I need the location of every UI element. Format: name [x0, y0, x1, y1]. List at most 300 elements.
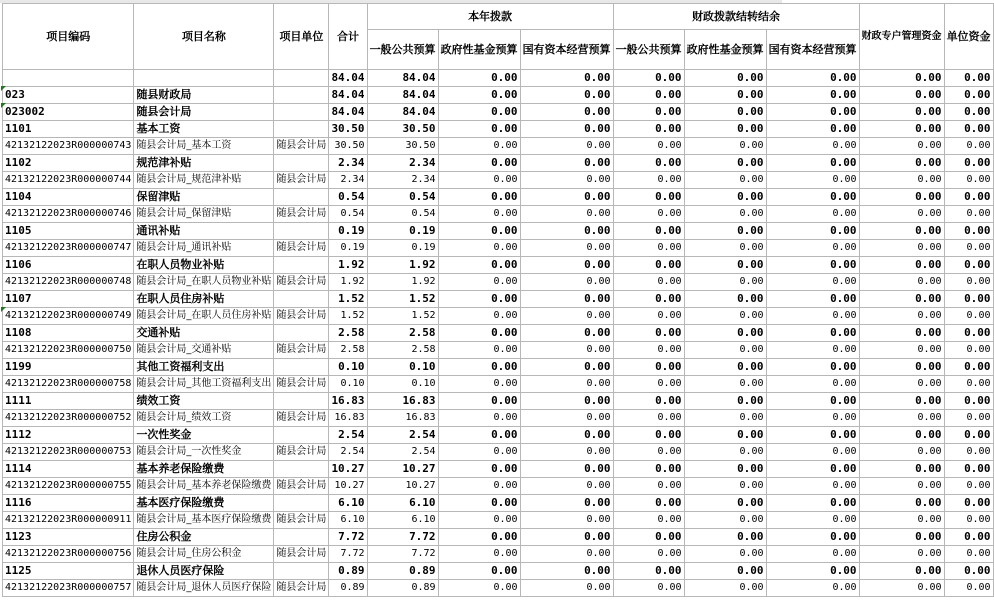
cell-unit[interactable]: 随县会计局 — [274, 138, 329, 155]
cell-value[interactable]: 0.00 — [438, 206, 520, 223]
header-total[interactable]: 合计 — [329, 4, 367, 70]
cell-value[interactable]: 0.00 — [520, 240, 613, 257]
cell-value[interactable]: 30.50 — [329, 121, 367, 138]
cell-value[interactable]: 0.00 — [859, 121, 944, 138]
cell-value[interactable]: 2.58 — [329, 342, 367, 359]
cell-value[interactable]: 2.34 — [329, 155, 367, 172]
cell-value[interactable]: 0.00 — [859, 138, 944, 155]
cell-value[interactable]: 0.00 — [766, 291, 859, 308]
cell-value[interactable]: 0.00 — [684, 359, 766, 376]
cell-value[interactable]: 0.00 — [438, 580, 520, 597]
cell-value[interactable]: 0.00 — [613, 529, 684, 546]
cell-value[interactable]: 0.00 — [613, 546, 684, 563]
cell-value[interactable]: 0.00 — [859, 393, 944, 410]
cell-code[interactable]: 1106 — [3, 257, 134, 274]
cell-value[interactable]: 0.00 — [944, 70, 993, 87]
cell-value[interactable]: 0.54 — [367, 206, 438, 223]
cell-value[interactable]: 0.00 — [684, 155, 766, 172]
cell-value[interactable]: 0.89 — [367, 580, 438, 597]
cell-value[interactable]: 0.00 — [438, 495, 520, 512]
cell-value[interactable]: 0.00 — [859, 512, 944, 529]
cell-value[interactable]: 0.00 — [684, 529, 766, 546]
cell-value[interactable]: 0.00 — [766, 495, 859, 512]
cell-name[interactable]: 随县会计局_绩效工资 — [134, 410, 274, 427]
cell-value[interactable]: 0.00 — [766, 342, 859, 359]
cell-code[interactable]: 42132122023R000000748 — [3, 274, 134, 291]
cell-value[interactable]: 0.00 — [520, 308, 613, 325]
header-state[interactable]: 国有资本经营预算 — [520, 30, 613, 70]
cell-value[interactable]: 0.54 — [367, 189, 438, 206]
cell-value[interactable]: 0.00 — [944, 512, 993, 529]
cell-value[interactable]: 0.89 — [329, 580, 367, 597]
cell-unit[interactable]: 随县会计局 — [274, 240, 329, 257]
cell-value[interactable]: 0.00 — [944, 546, 993, 563]
cell-value[interactable]: 0.00 — [766, 240, 859, 257]
cell-value[interactable]: 0.00 — [766, 308, 859, 325]
cell-value[interactable]: 0.00 — [613, 70, 684, 87]
cell-value[interactable]: 0.00 — [684, 87, 766, 104]
cell-value[interactable]: 0.89 — [367, 563, 438, 580]
cell-unit[interactable] — [274, 563, 329, 580]
cell-value[interactable]: 0.00 — [944, 393, 993, 410]
cell-value[interactable]: 0.00 — [520, 410, 613, 427]
cell-name[interactable]: 退休人员医疗保险 — [134, 563, 274, 580]
cell-value[interactable]: 0.00 — [684, 546, 766, 563]
cell-value[interactable]: 0.00 — [520, 274, 613, 291]
cell-code[interactable]: 42132122023R000000911 — [3, 512, 134, 529]
cell-value[interactable]: 0.00 — [766, 478, 859, 495]
header-fund[interactable]: 政府性基金预算 — [438, 30, 520, 70]
cell-code[interactable]: 1111 — [3, 393, 134, 410]
cell-value[interactable]: 84.04 — [329, 87, 367, 104]
cell-value[interactable]: 0.00 — [613, 240, 684, 257]
cell-value[interactable]: 0.00 — [520, 563, 613, 580]
cell-value[interactable]: 0.00 — [520, 512, 613, 529]
cell-name[interactable]: 随县会计局_一次性奖金 — [134, 444, 274, 461]
cell-value[interactable]: 0.00 — [944, 495, 993, 512]
cell-value[interactable]: 0.00 — [684, 308, 766, 325]
cell-value[interactable]: 0.00 — [613, 393, 684, 410]
cell-value[interactable]: 0.00 — [859, 223, 944, 240]
cell-value[interactable]: 0.19 — [329, 240, 367, 257]
cell-value[interactable]: 84.04 — [367, 87, 438, 104]
cell-value[interactable]: 0.00 — [766, 138, 859, 155]
cell-value[interactable]: 0.00 — [438, 104, 520, 121]
cell-value[interactable]: 0.00 — [944, 206, 993, 223]
cell-value[interactable]: 0.00 — [613, 104, 684, 121]
cell-value[interactable]: 0.00 — [684, 104, 766, 121]
cell-value[interactable]: 0.00 — [859, 461, 944, 478]
cell-unit[interactable] — [274, 461, 329, 478]
cell-value[interactable]: 0.00 — [766, 546, 859, 563]
cell-value[interactable]: 0.00 — [944, 308, 993, 325]
cell-value[interactable]: 0.00 — [766, 325, 859, 342]
cell-unit[interactable] — [274, 257, 329, 274]
cell-value[interactable]: 0.00 — [766, 427, 859, 444]
cell-code[interactable]: 42132122023R000000755 — [3, 478, 134, 495]
cell-unit[interactable]: 随县会计局 — [274, 342, 329, 359]
cell-code[interactable]: 42132122023R000000749 — [3, 308, 134, 325]
header-carry-fund[interactable]: 政府性基金预算 — [684, 30, 766, 70]
cell-value[interactable]: 2.58 — [367, 342, 438, 359]
cell-value[interactable]: 0.00 — [684, 427, 766, 444]
header-special[interactable]: 财政专户管理资金 — [859, 4, 944, 70]
cell-value[interactable]: 16.83 — [367, 393, 438, 410]
cell-value[interactable]: 0.00 — [520, 172, 613, 189]
cell-code[interactable]: 42132122023R000000757 — [3, 580, 134, 597]
cell-code[interactable]: 42132122023R000000756 — [3, 546, 134, 563]
cell-value[interactable]: 84.04 — [329, 104, 367, 121]
cell-value[interactable]: 0.00 — [613, 189, 684, 206]
cell-value[interactable]: 0.00 — [438, 342, 520, 359]
cell-value[interactable]: 0.00 — [944, 461, 993, 478]
cell-unit[interactable] — [274, 104, 329, 121]
cell-value[interactable]: 0.00 — [766, 410, 859, 427]
cell-value[interactable]: 0.00 — [613, 342, 684, 359]
cell-value[interactable]: 0.00 — [766, 70, 859, 87]
cell-value[interactable]: 0.00 — [438, 325, 520, 342]
cell-value[interactable]: 0.00 — [520, 257, 613, 274]
cell-name[interactable]: 其他工资福利支出 — [134, 359, 274, 376]
cell-value[interactable]: 1.52 — [329, 308, 367, 325]
cell-value[interactable]: 0.00 — [613, 291, 684, 308]
cell-value[interactable]: 0.00 — [944, 427, 993, 444]
cell-value[interactable]: 0.00 — [859, 240, 944, 257]
cell-value[interactable]: 0.00 — [766, 189, 859, 206]
cell-value[interactable]: 0.00 — [684, 121, 766, 138]
cell-value[interactable]: 0.00 — [944, 138, 993, 155]
cell-value[interactable]: 0.00 — [613, 121, 684, 138]
cell-value[interactable]: 0.00 — [944, 359, 993, 376]
cell-value[interactable]: 0.00 — [766, 359, 859, 376]
cell-value[interactable]: 0.00 — [520, 444, 613, 461]
cell-value[interactable]: 0.00 — [520, 529, 613, 546]
cell-value[interactable]: 0.89 — [329, 563, 367, 580]
cell-value[interactable]: 0.00 — [684, 342, 766, 359]
cell-value[interactable]: 0.00 — [859, 495, 944, 512]
cell-value[interactable]: 0.00 — [766, 461, 859, 478]
cell-name[interactable]: 随县会计局_在职人员物业补贴 — [134, 274, 274, 291]
cell-value[interactable]: 0.00 — [766, 223, 859, 240]
cell-name[interactable]: 随县会计局_保留津贴 — [134, 206, 274, 223]
cell-value[interactable]: 2.34 — [329, 172, 367, 189]
cell-value[interactable]: 84.04 — [329, 70, 367, 87]
cell-value[interactable]: 1.92 — [329, 274, 367, 291]
cell-name[interactable]: 规范津补贴 — [134, 155, 274, 172]
cell-unit[interactable] — [274, 359, 329, 376]
cell-value[interactable]: 0.00 — [613, 308, 684, 325]
cell-value[interactable]: 0.00 — [944, 410, 993, 427]
cell-value[interactable]: 1.52 — [367, 291, 438, 308]
cell-value[interactable]: 7.72 — [329, 546, 367, 563]
cell-value[interactable]: 0.00 — [859, 172, 944, 189]
cell-value[interactable]: 0.54 — [329, 206, 367, 223]
cell-value[interactable]: 0.00 — [684, 206, 766, 223]
cell-value[interactable]: 2.54 — [329, 427, 367, 444]
cell-code[interactable]: 1107 — [3, 291, 134, 308]
cell-value[interactable]: 0.00 — [520, 580, 613, 597]
cell-value[interactable]: 0.00 — [438, 461, 520, 478]
cell-value[interactable]: 30.50 — [367, 138, 438, 155]
cell-value[interactable]: 0.00 — [520, 189, 613, 206]
cell-value[interactable]: 0.00 — [766, 104, 859, 121]
cell-code[interactable]: 023 — [3, 87, 134, 104]
cell-value[interactable]: 0.00 — [859, 359, 944, 376]
cell-value[interactable]: 0.00 — [684, 563, 766, 580]
cell-value[interactable]: 0.00 — [520, 546, 613, 563]
cell-value[interactable]: 0.00 — [613, 444, 684, 461]
cell-value[interactable]: 0.00 — [438, 223, 520, 240]
cell-code[interactable]: 1112 — [3, 427, 134, 444]
cell-value[interactable]: 7.72 — [329, 529, 367, 546]
cell-value[interactable]: 0.00 — [438, 138, 520, 155]
cell-value[interactable]: 7.72 — [367, 546, 438, 563]
cell-value[interactable]: 16.83 — [329, 410, 367, 427]
cell-value[interactable]: 1.52 — [329, 291, 367, 308]
cell-unit[interactable]: 随县会计局 — [274, 512, 329, 529]
cell-code[interactable]: 42132122023R000000743 — [3, 138, 134, 155]
cell-value[interactable]: 0.00 — [944, 478, 993, 495]
cell-value[interactable]: 0.00 — [613, 138, 684, 155]
cell-value[interactable]: 0.00 — [520, 138, 613, 155]
cell-value[interactable]: 0.00 — [859, 410, 944, 427]
cell-unit[interactable] — [274, 291, 329, 308]
header-unit-funds[interactable]: 单位资金 — [944, 4, 993, 70]
cell-value[interactable]: 0.00 — [520, 427, 613, 444]
cell-value[interactable]: 0.00 — [684, 325, 766, 342]
cell-value[interactable]: 0.00 — [684, 240, 766, 257]
cell-value[interactable]: 0.00 — [944, 342, 993, 359]
cell-name[interactable]: 保留津贴 — [134, 189, 274, 206]
cell-name[interactable]: 基本养老保险缴费 — [134, 461, 274, 478]
cell-code[interactable]: 1114 — [3, 461, 134, 478]
cell-value[interactable]: 0.00 — [520, 206, 613, 223]
cell-value[interactable]: 0.19 — [367, 240, 438, 257]
cell-value[interactable]: 0.00 — [520, 291, 613, 308]
cell-value[interactable]: 0.00 — [520, 104, 613, 121]
cell-value[interactable]: 0.00 — [613, 580, 684, 597]
cell-value[interactable]: 0.00 — [859, 376, 944, 393]
cell-unit[interactable] — [274, 87, 329, 104]
cell-value[interactable]: 0.00 — [944, 529, 993, 546]
cell-value[interactable]: 1.92 — [367, 257, 438, 274]
cell-value[interactable]: 0.00 — [766, 512, 859, 529]
cell-value[interactable]: 0.00 — [684, 138, 766, 155]
cell-value[interactable]: 0.00 — [859, 478, 944, 495]
cell-value[interactable]: 0.00 — [944, 274, 993, 291]
cell-unit[interactable]: 随县会计局 — [274, 444, 329, 461]
cell-value[interactable]: 0.00 — [438, 359, 520, 376]
cell-value[interactable]: 0.00 — [944, 580, 993, 597]
cell-name[interactable]: 随县会计局_基本医疗保险缴费 — [134, 512, 274, 529]
cell-value[interactable]: 2.54 — [367, 444, 438, 461]
cell-unit[interactable]: 随县会计局 — [274, 410, 329, 427]
cell-value[interactable]: 0.00 — [859, 342, 944, 359]
cell-value[interactable]: 2.58 — [367, 325, 438, 342]
cell-value[interactable]: 0.00 — [766, 393, 859, 410]
cell-value[interactable]: 0.00 — [859, 325, 944, 342]
cell-value[interactable]: 0.00 — [944, 121, 993, 138]
cell-value[interactable]: 0.00 — [944, 325, 993, 342]
cell-unit[interactable]: 随县会计局 — [274, 376, 329, 393]
cell-value[interactable]: 0.00 — [859, 189, 944, 206]
cell-value[interactable]: 0.00 — [520, 87, 613, 104]
cell-value[interactable]: 0.00 — [944, 155, 993, 172]
cell-value[interactable]: 0.00 — [438, 189, 520, 206]
cell-value[interactable]: 0.00 — [684, 478, 766, 495]
cell-unit[interactable] — [274, 325, 329, 342]
cell-name[interactable]: 随县会计局 — [134, 104, 274, 121]
cell-value[interactable]: 0.00 — [520, 376, 613, 393]
cell-value[interactable]: 0.00 — [944, 444, 993, 461]
cell-value[interactable]: 0.00 — [613, 427, 684, 444]
cell-value[interactable]: 0.00 — [613, 172, 684, 189]
cell-code[interactable]: 1104 — [3, 189, 134, 206]
cell-unit[interactable]: 随县会计局 — [274, 308, 329, 325]
cell-code[interactable]: 1116 — [3, 495, 134, 512]
cell-value[interactable]: 0.00 — [684, 223, 766, 240]
cell-value[interactable]: 0.00 — [859, 257, 944, 274]
cell-value[interactable]: 2.54 — [329, 444, 367, 461]
cell-unit[interactable] — [274, 529, 329, 546]
cell-value[interactable]: 0.00 — [613, 223, 684, 240]
cell-code[interactable]: 023002 — [3, 104, 134, 121]
cell-code[interactable]: 1101 — [3, 121, 134, 138]
cell-value[interactable]: 0.00 — [613, 274, 684, 291]
cell-value[interactable]: 7.72 — [367, 529, 438, 546]
cell-value[interactable]: 0.00 — [859, 308, 944, 325]
cell-name[interactable]: 基本医疗保险缴费 — [134, 495, 274, 512]
cell-name[interactable] — [134, 70, 274, 87]
cell-name[interactable]: 在职人员住房补贴 — [134, 291, 274, 308]
cell-code[interactable]: 42132122023R000000750 — [3, 342, 134, 359]
cell-code[interactable]: 42132122023R000000744 — [3, 172, 134, 189]
cell-value[interactable]: 0.00 — [438, 393, 520, 410]
cell-value[interactable]: 0.00 — [520, 70, 613, 87]
cell-value[interactable]: 0.00 — [438, 410, 520, 427]
cell-value[interactable]: 0.00 — [684, 172, 766, 189]
cell-name[interactable]: 随县财政局 — [134, 87, 274, 104]
cell-value[interactable]: 0.00 — [438, 121, 520, 138]
cell-name[interactable]: 通讯补贴 — [134, 223, 274, 240]
cell-value[interactable]: 16.83 — [329, 393, 367, 410]
cell-name[interactable]: 绩效工资 — [134, 393, 274, 410]
cell-value[interactable]: 0.00 — [684, 580, 766, 597]
cell-value[interactable]: 0.00 — [944, 291, 993, 308]
cell-name[interactable]: 随县会计局_其他工资福利支出 — [134, 376, 274, 393]
cell-value[interactable]: 0.00 — [520, 495, 613, 512]
cell-value[interactable]: 0.00 — [766, 206, 859, 223]
cell-value[interactable]: 0.00 — [859, 580, 944, 597]
cell-value[interactable]: 0.00 — [684, 274, 766, 291]
cell-value[interactable]: 0.00 — [438, 291, 520, 308]
cell-value[interactable]: 0.00 — [613, 359, 684, 376]
cell-value[interactable]: 0.00 — [859, 427, 944, 444]
cell-unit[interactable] — [274, 495, 329, 512]
cell-value[interactable]: 0.00 — [438, 257, 520, 274]
cell-value[interactable]: 0.00 — [766, 121, 859, 138]
cell-unit[interactable]: 随县会计局 — [274, 546, 329, 563]
cell-code[interactable]: 1102 — [3, 155, 134, 172]
cell-value[interactable]: 0.54 — [329, 189, 367, 206]
cell-name[interactable]: 基本工资 — [134, 121, 274, 138]
cell-code[interactable]: 42132122023R000000746 — [3, 206, 134, 223]
cell-value[interactable]: 0.00 — [684, 376, 766, 393]
cell-value[interactable]: 0.00 — [438, 444, 520, 461]
cell-value[interactable]: 0.00 — [438, 70, 520, 87]
cell-value[interactable]: 0.10 — [367, 359, 438, 376]
cell-value[interactable]: 0.00 — [859, 87, 944, 104]
cell-value[interactable]: 30.50 — [367, 121, 438, 138]
cell-value[interactable]: 16.83 — [367, 410, 438, 427]
cell-code[interactable] — [3, 70, 134, 87]
cell-value[interactable]: 0.10 — [329, 359, 367, 376]
cell-value[interactable]: 2.58 — [329, 325, 367, 342]
cell-value[interactable]: 0.00 — [684, 410, 766, 427]
cell-value[interactable]: 0.10 — [367, 376, 438, 393]
cell-name[interactable]: 交通补贴 — [134, 325, 274, 342]
cell-value[interactable]: 0.00 — [859, 529, 944, 546]
cell-value[interactable]: 0.00 — [766, 274, 859, 291]
cell-value[interactable]: 1.92 — [367, 274, 438, 291]
header-carry-state[interactable]: 国有资本经营预算 — [766, 30, 859, 70]
cell-value[interactable]: 30.50 — [329, 138, 367, 155]
cell-name[interactable]: 一次性奖金 — [134, 427, 274, 444]
cell-value[interactable]: 6.10 — [367, 512, 438, 529]
cell-value[interactable]: 0.00 — [766, 580, 859, 597]
cell-value[interactable]: 0.00 — [859, 291, 944, 308]
cell-value[interactable]: 0.00 — [766, 172, 859, 189]
cell-value[interactable]: 6.10 — [329, 495, 367, 512]
cell-value[interactable]: 0.00 — [438, 172, 520, 189]
cell-value[interactable]: 0.00 — [520, 393, 613, 410]
cell-value[interactable]: 0.00 — [613, 495, 684, 512]
cell-value[interactable]: 0.00 — [613, 563, 684, 580]
cell-value[interactable]: 84.04 — [367, 104, 438, 121]
cell-code[interactable]: 1199 — [3, 359, 134, 376]
cell-value[interactable]: 0.00 — [613, 206, 684, 223]
cell-unit[interactable] — [274, 121, 329, 138]
cell-value[interactable]: 0.00 — [438, 274, 520, 291]
cell-code[interactable]: 1123 — [3, 529, 134, 546]
cell-value[interactable]: 0.00 — [944, 240, 993, 257]
cell-code[interactable]: 42132122023R000000747 — [3, 240, 134, 257]
cell-value[interactable]: 0.00 — [438, 87, 520, 104]
cell-value[interactable]: 0.19 — [367, 223, 438, 240]
cell-name[interactable]: 随县会计局_住房公积金 — [134, 546, 274, 563]
cell-value[interactable]: 0.00 — [520, 121, 613, 138]
cell-value[interactable]: 0.00 — [438, 240, 520, 257]
cell-value[interactable]: 2.34 — [367, 155, 438, 172]
cell-value[interactable]: 2.34 — [367, 172, 438, 189]
cell-code[interactable]: 1105 — [3, 223, 134, 240]
cell-code[interactable]: 1108 — [3, 325, 134, 342]
cell-value[interactable]: 0.00 — [438, 478, 520, 495]
cell-value[interactable]: 0.00 — [613, 87, 684, 104]
header-group-current[interactable]: 本年拨款 — [367, 4, 613, 30]
cell-unit[interactable]: 随县会计局 — [274, 172, 329, 189]
cell-value[interactable]: 0.00 — [438, 427, 520, 444]
cell-value[interactable]: 0.00 — [684, 257, 766, 274]
cell-value[interactable]: 0.00 — [766, 563, 859, 580]
cell-value[interactable]: 6.10 — [329, 512, 367, 529]
cell-code[interactable]: 42132122023R000000753 — [3, 444, 134, 461]
header-code[interactable]: 项目编码 — [3, 4, 134, 70]
cell-value[interactable]: 0.00 — [613, 410, 684, 427]
cell-value[interactable]: 0.00 — [944, 257, 993, 274]
cell-value[interactable]: 2.54 — [367, 427, 438, 444]
cell-unit[interactable] — [274, 189, 329, 206]
